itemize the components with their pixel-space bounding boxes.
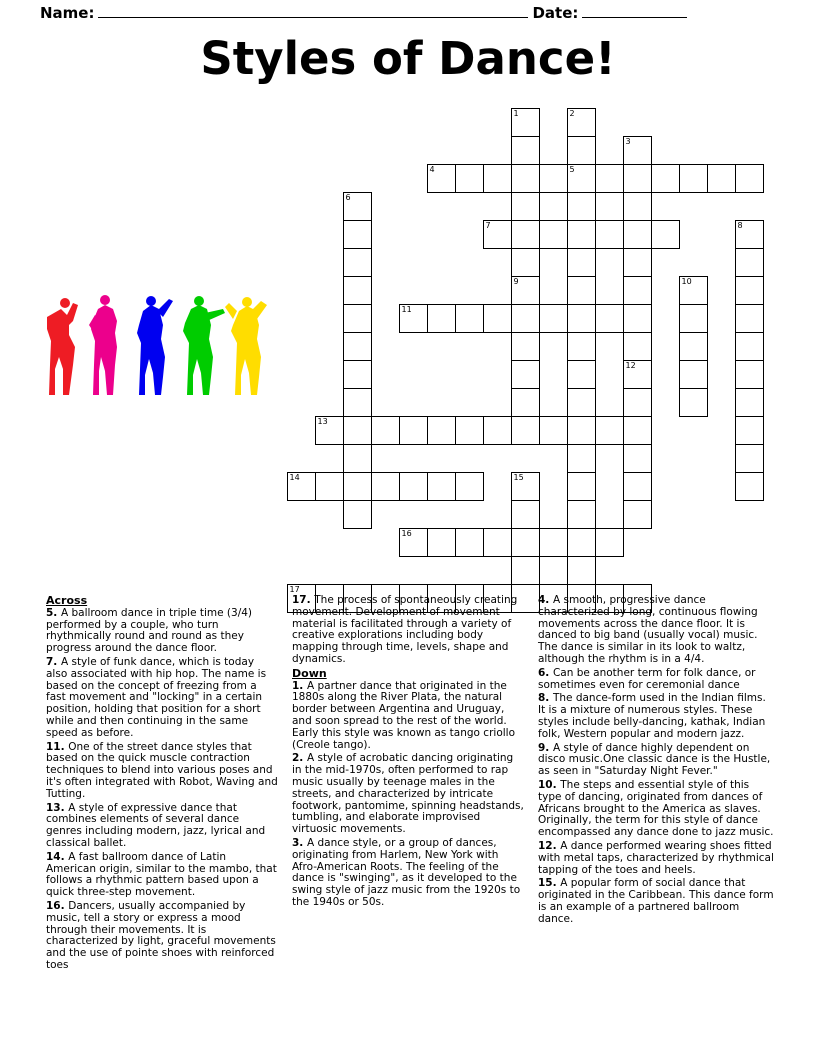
grid-cell[interactable] (343, 416, 372, 445)
grid-cell[interactable] (567, 388, 596, 417)
grid-cell[interactable] (623, 304, 652, 333)
grid-cell-number: 8 (737, 221, 743, 230)
grid-cell-number: 14 (289, 473, 300, 482)
grid-cell[interactable] (455, 416, 484, 445)
grid-cell[interactable] (511, 164, 540, 193)
clue-item (538, 693, 774, 740)
clue-number: 11. (46, 740, 69, 753)
grid-cell[interactable] (427, 472, 456, 501)
grid-cell[interactable] (595, 528, 624, 557)
grid-cell[interactable] (735, 388, 764, 417)
clue-number: 17. (292, 594, 315, 606)
grid-cell[interactable] (399, 472, 428, 501)
clue-item (46, 803, 278, 850)
grid-cell[interactable] (623, 192, 652, 221)
grid-cell[interactable] (343, 248, 372, 277)
clue-text: One of the street dance styles that based on the quick muscle contraction techniques to blend into various poses and it's often integrated with Robot, Waving and Tutting. (46, 740, 278, 800)
grid-cell[interactable] (567, 528, 596, 557)
grid-cell[interactable] (567, 248, 596, 277)
grid-cell[interactable] (511, 332, 540, 361)
grid-cell[interactable] (539, 164, 568, 193)
grid-cell[interactable] (567, 332, 596, 361)
grid-cell[interactable] (567, 276, 596, 305)
clue-item (46, 608, 278, 655)
grid-cell[interactable] (567, 220, 596, 249)
clue-item (292, 753, 524, 836)
clue-item (46, 901, 278, 972)
grid-cell[interactable] (343, 360, 372, 389)
grid-cell[interactable] (679, 332, 708, 361)
clue-text: A popular form of social dance that originated in the Caribbean. This dance form is an example of a partnered ballroom dance. (538, 877, 774, 925)
clue-number: 10. (538, 778, 561, 791)
grid-cell[interactable] (735, 332, 764, 361)
grid-cell[interactable] (623, 332, 652, 361)
grid-cell[interactable] (371, 416, 400, 445)
down-clues-part2 (538, 595, 774, 926)
grid-cell[interactable] (567, 472, 596, 501)
grid-cell-number: 10 (681, 277, 692, 286)
clue-text: A style of acrobatic dancing originating in the mid-1970s, often performed to rap music usually by teenage males in the streets, and characterized by intricate footwork, pantomime, spinning headstands, tumbling, and elaborate improvised virtuosic movements. (292, 752, 524, 836)
clue-number: 9. (538, 741, 553, 754)
grid-cell[interactable] (735, 444, 764, 473)
grid-cell[interactable] (343, 500, 372, 529)
grid-cell[interactable] (371, 472, 400, 501)
grid-cell[interactable] (623, 388, 652, 417)
clues-column-2 (292, 595, 524, 974)
grid-cell[interactable] (427, 416, 456, 445)
grid-cell-number: 17 (289, 585, 300, 594)
clue-text: A style of dance highly dependent on disco music.One classic dance is the Hustle, as seen in "Saturday Night Fever." (538, 741, 771, 778)
grid-cell[interactable] (623, 276, 652, 305)
clue-item (46, 657, 278, 740)
grid-cell[interactable] (679, 360, 708, 389)
date-label: Date: (532, 4, 579, 22)
across-clues-part2 (292, 595, 524, 666)
grid-cell[interactable] (427, 528, 456, 557)
clue-number: 15. (538, 877, 561, 890)
down-clues-part1 (292, 681, 524, 909)
dancers-illustration (45, 295, 285, 415)
grid-cell[interactable] (623, 220, 652, 249)
name-input-line[interactable] (98, 4, 528, 18)
page-title: Styles of Dance! (200, 32, 616, 85)
grid-cell-number: 7 (485, 221, 491, 230)
grid-cell[interactable] (343, 388, 372, 417)
grid-cell[interactable] (399, 416, 428, 445)
grid-cell[interactable] (567, 108, 596, 137)
grid-cell-number: 11 (401, 305, 412, 314)
clue-number: 3. (292, 836, 307, 849)
clue-number: 6. (538, 666, 553, 679)
crossword-grid[interactable] (287, 108, 772, 594)
grid-cell[interactable] (539, 304, 568, 333)
clue-text: A style of expressive dance that combines elements of several dance genres including modern, jazz, lyrical and classical ballet. (46, 801, 266, 849)
grid-cell[interactable] (287, 472, 316, 501)
grid-cell[interactable] (511, 248, 540, 277)
clue-item (292, 595, 524, 666)
clue-number: 7. (46, 655, 61, 668)
grid-cell[interactable] (315, 472, 344, 501)
grid-cell[interactable] (623, 136, 652, 165)
grid-cell[interactable] (595, 220, 624, 249)
grid-cell[interactable] (567, 164, 596, 193)
grid-cell-number: 2 (569, 109, 575, 118)
grid-cell[interactable] (567, 444, 596, 473)
clue-item (538, 595, 774, 666)
grid-cell[interactable] (511, 220, 540, 249)
grid-cell[interactable] (679, 164, 708, 193)
clue-item (538, 668, 774, 692)
grid-cell[interactable] (735, 248, 764, 277)
grid-cell[interactable] (595, 416, 624, 445)
clue-number: 4. (538, 594, 553, 606)
grid-cell[interactable] (567, 416, 596, 445)
grid-cell[interactable] (567, 192, 596, 221)
grid-cell[interactable] (735, 360, 764, 389)
clue-text: A style of funk dance, which is today also associated with hip hop. The name is based on the concept of freezing from a fast movement and "locking" in a certain position, holding that position for a short while and then continuing in the same speed as before. (46, 655, 267, 739)
grid-cell[interactable] (707, 164, 736, 193)
grid-cell-number: 15 (513, 473, 524, 482)
dancer-silhouettes-icon (45, 295, 285, 415)
clue-item (46, 742, 278, 801)
grid-cell[interactable] (343, 220, 372, 249)
grid-cell[interactable] (651, 164, 680, 193)
grid-cell[interactable] (483, 416, 512, 445)
grid-cell[interactable] (595, 164, 624, 193)
down-heading: Down (292, 666, 327, 680)
grid-cell[interactable] (735, 220, 764, 249)
grid-cell[interactable] (623, 472, 652, 501)
grid-cell[interactable] (679, 276, 708, 305)
grid-cell[interactable] (623, 444, 652, 473)
grid-cell[interactable] (623, 360, 652, 389)
grid-cell[interactable] (315, 416, 344, 445)
grid-cell[interactable] (511, 276, 540, 305)
clue-text: A dance style, or a group of dances, originating from Harlem, New York with Afro-American Roots. The feeling of the dance is "swinging", as it developed to the swing style of jazz music from the 1920s to the 1940s or 50s. (292, 836, 521, 908)
grid-cell[interactable] (623, 500, 652, 529)
grid-cell[interactable] (483, 220, 512, 249)
clue-number: 16. (46, 899, 69, 912)
grid-cell[interactable] (343, 444, 372, 473)
clue-text: Dancers, usually accompanied by music, tell a story or express a mood through their movements. It is characterized by light, graceful movements and the use of pointe shoes with reinforced toes (46, 899, 276, 971)
across-clues-part1 (46, 608, 278, 972)
clue-text: Can be another term for folk dance, or sometimes even for ceremonial dance (538, 666, 756, 691)
grid-cell[interactable] (455, 164, 484, 193)
date-input-line[interactable] (582, 4, 687, 18)
grid-cell[interactable] (483, 164, 512, 193)
grid-cell[interactable] (483, 304, 512, 333)
grid-cell[interactable] (735, 472, 764, 501)
grid-cell[interactable] (427, 304, 456, 333)
clues-column-1 (46, 595, 278, 974)
grid-cell[interactable] (679, 304, 708, 333)
clue-number: 8. (538, 692, 553, 705)
clue-item (538, 743, 774, 778)
grid-cell[interactable] (595, 304, 624, 333)
clue-item (46, 852, 278, 899)
grid-cell-number: 1 (513, 109, 519, 118)
grid-cell[interactable] (511, 304, 540, 333)
name-label: Name: (40, 4, 95, 22)
grid-cell[interactable] (735, 164, 764, 193)
grid-cell[interactable] (651, 220, 680, 249)
grid-cell[interactable] (511, 500, 540, 529)
grid-cell[interactable] (539, 220, 568, 249)
grid-cell-number: 13 (317, 417, 328, 426)
clue-item (538, 780, 774, 839)
grid-cell-number: 9 (513, 277, 519, 286)
clue-number: 14. (46, 850, 69, 863)
grid-cell[interactable] (511, 556, 540, 585)
clue-text: A dance performed wearing shoes fitted with metal taps, characterized by rhythmical tapping of the toes and heels. (538, 839, 774, 876)
grid-cell[interactable] (735, 304, 764, 333)
grid-cell[interactable] (567, 556, 596, 585)
grid-cell[interactable] (567, 304, 596, 333)
clue-text: A partner dance that originated in the 1880s along the River Plata, the natural border between Argentina and Uruguay, and soon spread to the rest of the world. Early this style was known as tango criollo (Creole tango). (292, 679, 516, 751)
clue-text: A fast ballroom dance of Latin American origin, similar to the mambo, that follows a rhythmic pattern based upon a quick three-step movement. (46, 850, 277, 899)
grid-cell[interactable] (343, 304, 372, 333)
grid-cell[interactable] (399, 528, 428, 557)
clue-item (538, 841, 774, 876)
clue-number: 13. (46, 801, 69, 814)
clue-text: The dance-form used in the Indian films. It is a mixture of numerous styles. These styles include belly-dancing, kathak, Indian folk, Western popular and modern jazz. (538, 692, 766, 740)
grid-cell-number: 3 (625, 137, 631, 146)
grid-cell[interactable] (455, 304, 484, 333)
grid-cell[interactable] (511, 472, 540, 501)
grid-cell[interactable] (735, 416, 764, 445)
grid-cell[interactable] (511, 360, 540, 389)
clue-number: 5. (46, 606, 61, 619)
grid-cell[interactable] (679, 388, 708, 417)
grid-cell-number: 4 (429, 165, 435, 174)
clue-item (292, 838, 524, 909)
clue-text: The process of spontaneously creating movement. Development of movement material is facilitated through a variety of creative explorations including body mapping through time, levels, shape and dynamics. (292, 594, 518, 665)
grid-cell[interactable] (511, 528, 540, 557)
grid-cell-number: 12 (625, 361, 636, 370)
across-heading: Across (46, 594, 88, 607)
clue-text: A smooth, progressive dance characterized by long, continuous flowing movements across the dance floor. It is danced to big band (usually vocal) music. The dance is similar in its look to waltz, although the rhythm is in a 4/4. (538, 594, 758, 665)
clue-text: A ballroom dance in triple time (3/4) performed by a couple, who turn rhythmically round and round as they progress around the dance floor. (46, 606, 253, 655)
clues-container (46, 595, 776, 974)
grid-cell[interactable] (735, 276, 764, 305)
grid-cell[interactable] (511, 416, 540, 445)
grid-cell[interactable] (539, 528, 568, 557)
grid-cell[interactable] (511, 108, 540, 137)
grid-cell-number: 5 (569, 165, 575, 174)
grid-cell[interactable] (567, 360, 596, 389)
grid-cell[interactable] (427, 164, 456, 193)
clue-item (538, 878, 774, 925)
grid-cell[interactable] (483, 528, 512, 557)
grid-cell[interactable] (511, 192, 540, 221)
clue-number: 2. (292, 752, 307, 765)
grid-cell[interactable] (343, 276, 372, 305)
grid-cell[interactable] (455, 472, 484, 501)
grid-cell[interactable] (343, 472, 372, 501)
clue-text: The steps and essential style of this type of dancing, originated from dances of Africans brought to the America as slaves. Originally, the term for this style of dance encompassed any dance done to jazz music. (538, 778, 774, 839)
grid-cell[interactable] (511, 136, 540, 165)
grid-cell[interactable] (567, 136, 596, 165)
grid-cell[interactable] (623, 164, 652, 193)
grid-cell[interactable] (399, 304, 428, 333)
grid-cell[interactable] (623, 416, 652, 445)
grid-cell[interactable] (343, 192, 372, 221)
clues-column-3 (538, 595, 774, 974)
name-date-row (40, 4, 776, 22)
grid-cell-number: 16 (401, 529, 412, 538)
grid-cell[interactable] (511, 388, 540, 417)
clue-number: 12. (538, 839, 561, 852)
clue-number: 1. (292, 679, 307, 692)
clue-item (292, 681, 524, 752)
grid-cell[interactable] (539, 416, 568, 445)
grid-cell[interactable] (455, 528, 484, 557)
grid-cell[interactable] (567, 500, 596, 529)
grid-cell[interactable] (623, 248, 652, 277)
grid-cell-number: 6 (345, 193, 351, 202)
grid-cell[interactable] (343, 332, 372, 361)
